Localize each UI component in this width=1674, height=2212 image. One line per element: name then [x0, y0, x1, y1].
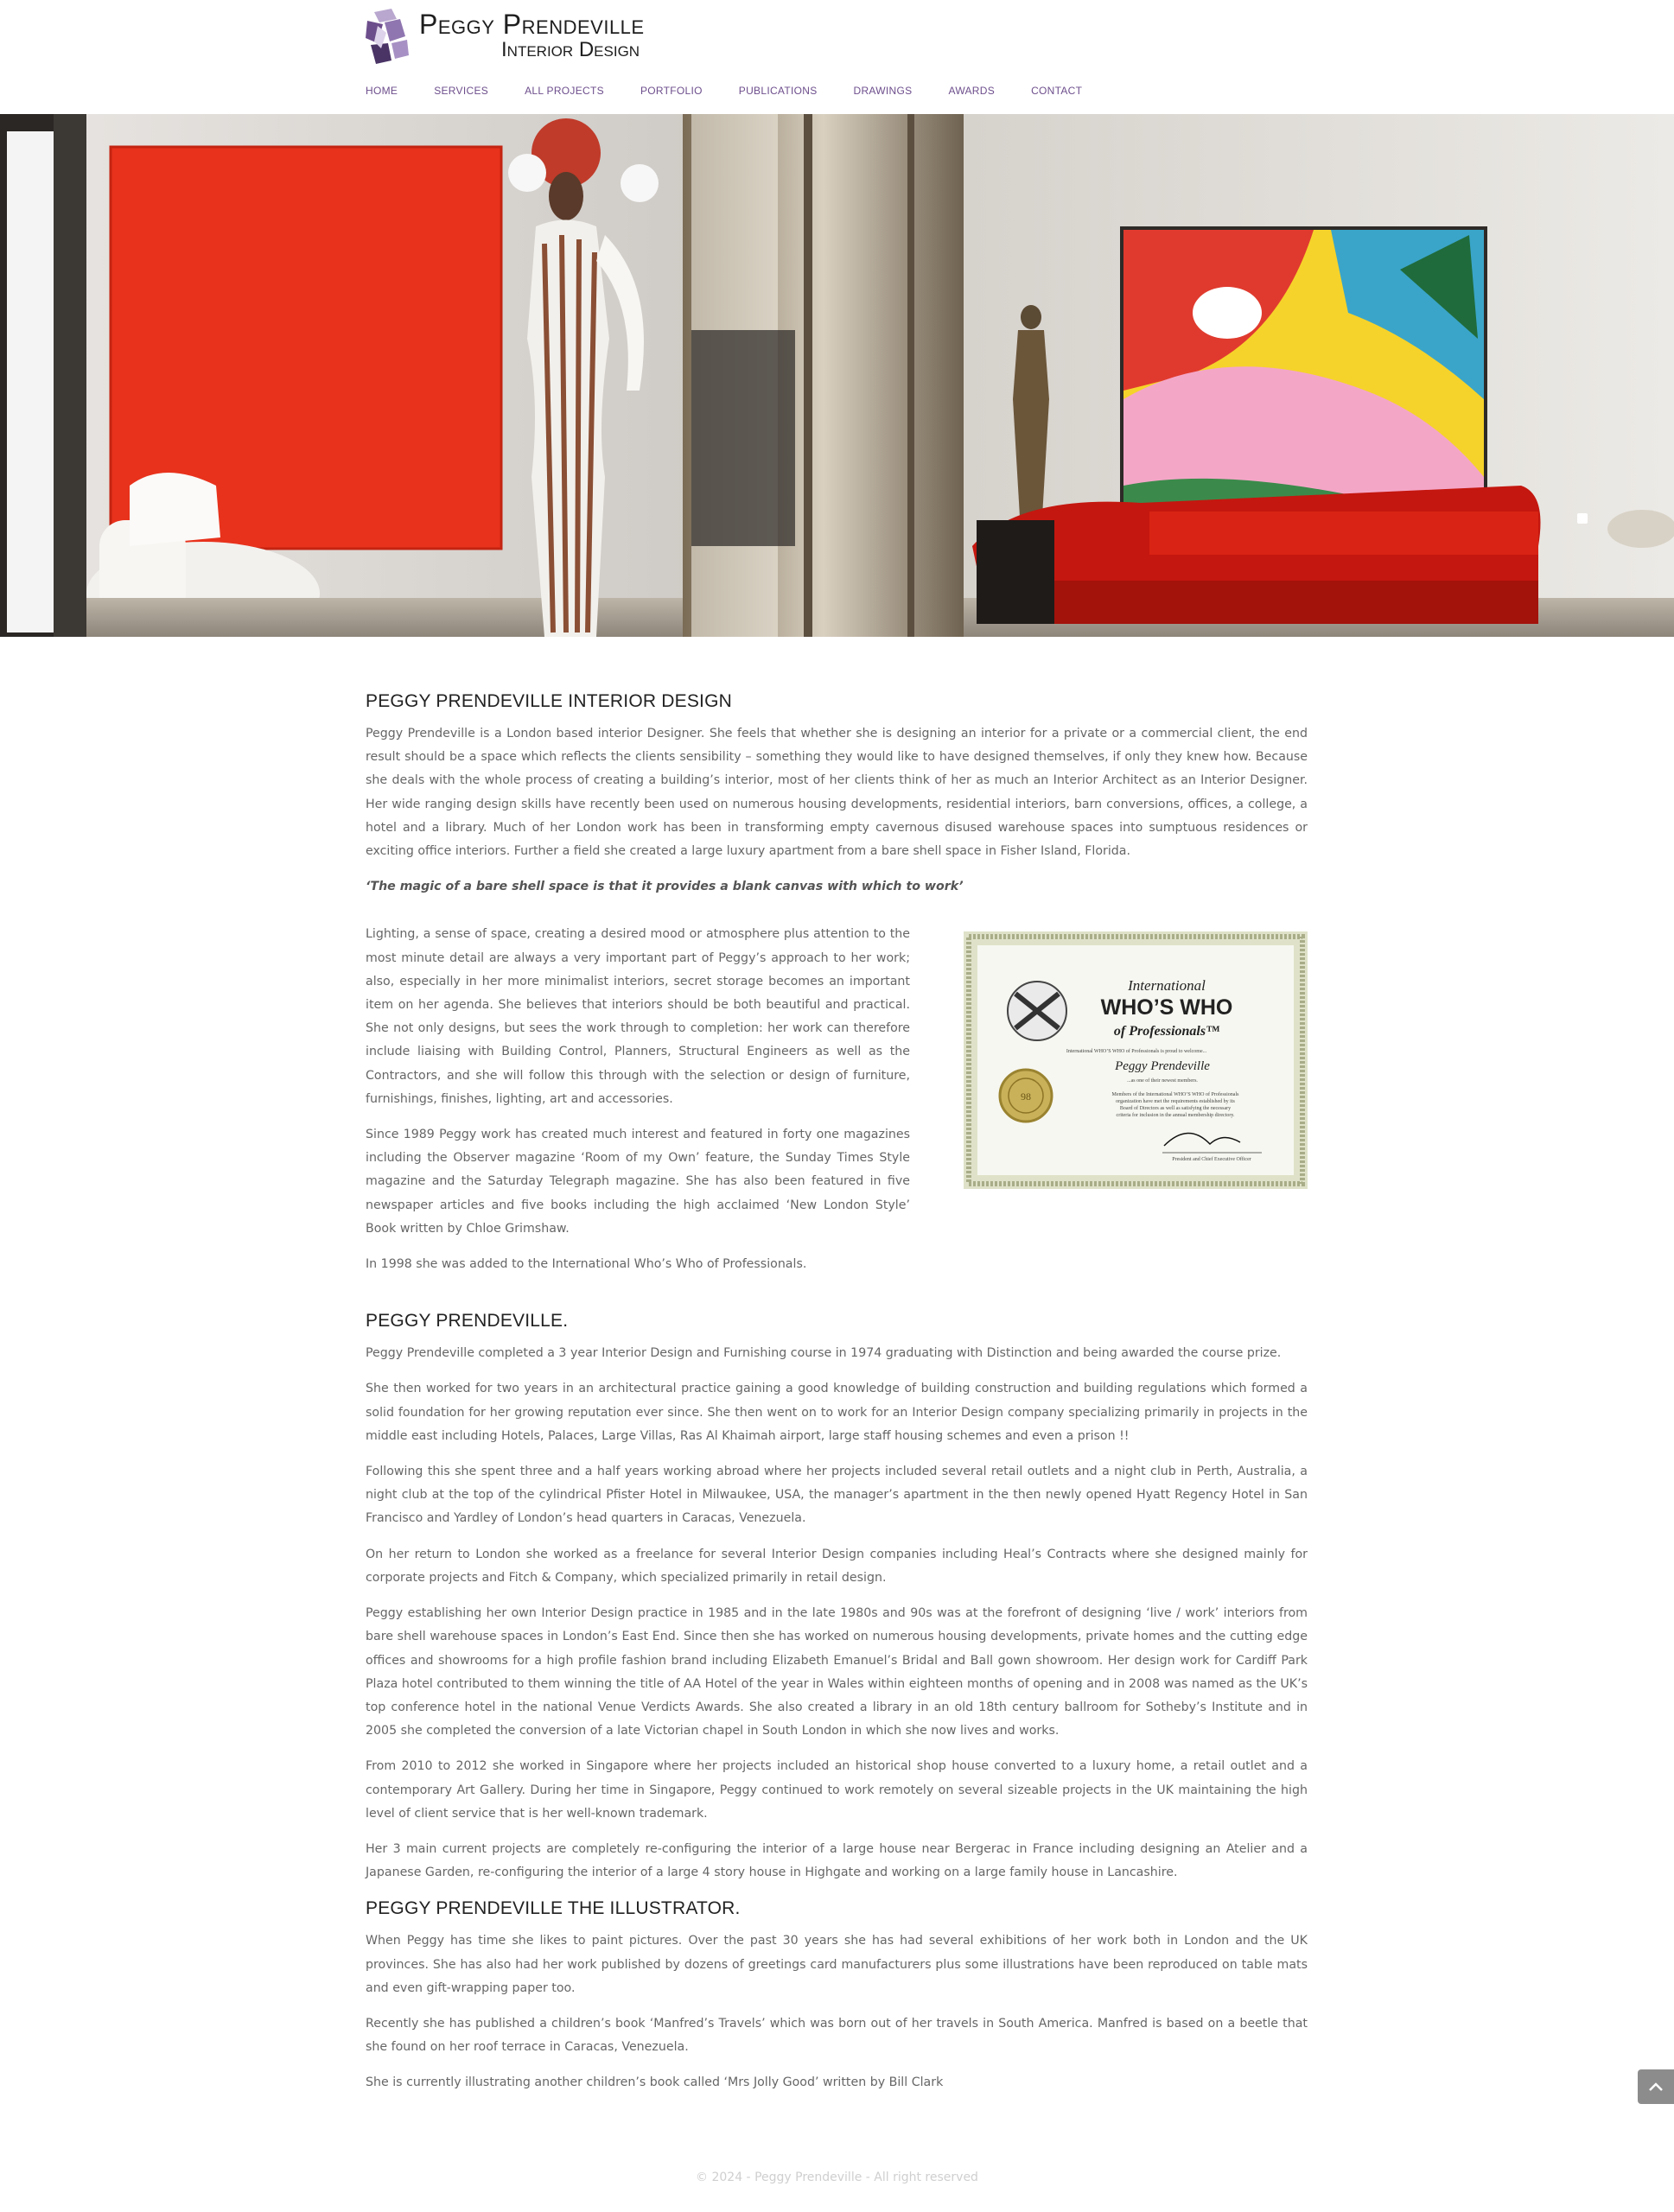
intro-paragraph-3: Since 1989 Peggy work has created much interest and featured in forty one magazines including the Observer magazine ‘Room of my Own’ feature, the Sunday Times Style magazine and the Saturday Telegraph magazine. She has also been featured in five newspaper articles and five books including the high acclaimed ‘New London Style’ Book written by Chloe Grimshaw.	[366, 1128, 910, 1236]
whos-who-certificate	[964, 931, 1308, 1189]
svg-text:WHO’S WHO: WHO’S WHO	[1100, 995, 1233, 1020]
nav-portfolio[interactable]: PORTFOLIO	[640, 85, 703, 97]
svg-text:International WHO’S WHO of Pro: International WHO’S WHO of Professionals is proud to welcome...	[1066, 1049, 1207, 1055]
intro-quote: ‘The magic of a bare shell space is that it provides a blank canvas with which to work’	[366, 880, 964, 894]
intro-paragraph-1: Peggy Prendeville is a London based interior Designer. She feels that whether she is designing an interior for a private or a commercial client, the end result should be a space which reflects the clients sensibility – something they would like to have designed themselves, if only they knew how. Because she deals with the whole process of creating a building’s interior, most of her clients think of her as much an Interior Architect as an Interior Designer. Her wide ranging design skills have recently been used on numerous housing developments, residential interiors, barn conversions, offices, a college, a hotel and a library. Much of her London work has been in transforming empty cavernous disused warehouse spaces into sumptuous residences or exciting office interiors. Further a field she created a large luxury apartment from a bare shell space in Fisher Island, Florida.	[366, 727, 1308, 859]
nav-contact[interactable]: CONTACT	[1031, 85, 1083, 97]
svg-text:organization have met the requ: organization have met the requirements established by its	[1116, 1099, 1235, 1105]
illustrator-paragraph-3: She is currently illustrating another children’s book called ‘Mrs Jolly Good’ written by Bill Clark	[366, 2075, 944, 2090]
bio-paragraph-5: Peggy establishing her own Interior Design practice in 1985 and in the late 1980s and 90s was at the forefront of designing ‘live / work’ interiors from bare shell warehouse spaces in London’s East End. Since then she has worked on numerous housing developments, private homes and the cutting edge offices and showrooms for a high profile fashion brand including Elizabeth Emanuel’s Bridal and Ball gown showroom. Her design work for Cardiff Park Plaza hotel contributed to them winning the title of AA Hotel of the year in Wales within eighteen months of opening and in 2008 was named as the UK’s top conference hotel in the national Venue Verdicts Awards. She also created a library in an old 18th century ballroom for Sotheby’s Institute and in 2005 she completed the conversion of a late Victorian chapel in South London in which she now lives and works.	[366, 1606, 1308, 1738]
svg-text:Board of Directors as well as: Board of Directors as well as satisfying the necessary	[1119, 1106, 1232, 1112]
illustrator-paragraph-2: Recently she has published a children’s book ‘Manfred’s Travels’ which was born out of her travels in South America. Manfred is based on a beetle that she found on her roof terrace in Caracas, Venezuela.	[366, 2016, 1308, 2055]
slider-dot	[1577, 513, 1588, 524]
svg-text:...as one of their newest memb: ...as one of their newest members.	[1127, 1078, 1198, 1084]
illustrator-title: PEGGY PRENDEVILLE THE ILLUSTRATOR.	[366, 1898, 741, 1919]
illustrator-paragraph-1: When Peggy has time she likes to paint pictures. Over the past 30 years she has had several exhibitions of her work both in London and the UK provinces. She has also had her work published by dozens of greetings card manufacturers plus some illustrations have been reproduced on table mats and even gift-wrapping paper too.	[366, 1934, 1308, 1995]
chevron-up-icon	[1648, 2082, 1664, 2092]
svg-text:International: International	[1128, 977, 1206, 995]
nav-home[interactable]: HOME	[366, 85, 398, 97]
back-to-top-button[interactable]	[1638, 2069, 1674, 2104]
nav-all-projects[interactable]: ALL PROJECTS	[525, 85, 604, 97]
svg-text:criteria for inclusion in the: criteria for inclusion in the annual membership directory.	[1116, 1113, 1235, 1119]
bio-paragraph-6: From 2010 to 2012 she worked in Singapore where her projects included an historical shop house converted to a luxury home, a retail outlet and a contemporary Art Gallery. During her time in Singapore, Peggy continued to work remotely on several sizeable projects in the UK maintaining the high level of client service that is her well-known trademark.	[366, 1759, 1308, 1821]
brand-subtitle: Interior Design	[501, 38, 640, 61]
logo-mark-icon	[366, 7, 411, 66]
bio-paragraph-2: She then worked for two years in an architectural practice gaining a good knowledge of building construction and building regulations which formed a solid foundation for her growing reputation ever since. She then went on to work for an Interior Design company specializing primarily in projects in the middle east including Hotels, Palaces, Large Villas, Ras Al Khaimah airport, large staff housing schemes and even a prison !!	[366, 1382, 1308, 1443]
main-nav	[366, 85, 1118, 97]
intro-title: PEGGY PRENDEVILLE INTERIOR DESIGN	[366, 691, 732, 711]
svg-text:President and Chief Executive: President and Chief Executive Officer	[1172, 1157, 1251, 1163]
bio-paragraph-1: Peggy Prendeville completed a 3 year Interior Design and Furnishing course in 1974 graduating with Distinction and being awarded the course prize.	[366, 1346, 1282, 1361]
svg-text:of Professionals™: of Professionals™	[1113, 1024, 1220, 1039]
intro-paragraph-4: In 1998 she was added to the International Who’s Who of Professionals.	[366, 1257, 807, 1272]
hero-interior-illustration	[0, 114, 1674, 637]
bio-paragraph-4: On her return to London she worked as a freelance for several Interior Design companies including Heal’s Contracts where she designed mainly for corporate projects and Fitch & Company, which specialized primarily in retail design.	[366, 1547, 1308, 1585]
site-header	[0, 0, 1674, 114]
svg-text:Members of the International W: Members of the International WHO’S WHO of Professionals	[1111, 1092, 1239, 1098]
nav-awards[interactable]: AWARDS	[948, 85, 996, 97]
bio-paragraph-7: Her 3 main current projects are completely re-configuring the interior of a large house near Bergerac in France including designing an Atelier and a Japanese Garden, re-configuring the interior of a large 4 story house in Highgate and working on a large family house in Lancashire.	[366, 1841, 1308, 1880]
nav-publications[interactable]: PUBLICATIONS	[738, 85, 818, 97]
bio-paragraph-3: Following this she spent three and a half years working abroad where her projects included several retail outlets and a night club in Perth, Australia, a night club at the top of the cylindrical Pfister Hotel in Milwaukee, USA, the manager’s apartment in the then newly opened Hyatt Regency Hotel in San Francisco and Yardley of London’s head quarters in Caracas, Venezuela.	[366, 1465, 1308, 1526]
nav-drawings[interactable]: DRAWINGS	[853, 85, 913, 97]
svg-text:Peggy Prendeville: Peggy Prendeville	[1115, 1059, 1210, 1074]
brand-name: Peggy Prendeville	[419, 9, 645, 40]
main-content	[366, 691, 1308, 2107]
footer-copyright: © 2024 - Peggy Prendeville - All right reserved	[696, 2171, 978, 2184]
svg-text:98: 98	[1021, 1090, 1031, 1103]
intro-paragraph-2: Lighting, a sense of space, creating a desired mood or atmosphere plus attention to the most minute detail are always a very important part of Peggy’s approach to her work; also, especially in her more minimalist interiors, secret storage becomes an important item on her agenda. She believes that interiors should be both beautiful and practical. She not only designs, but sees the work through to completion: her work can therefore include liaising with Building Control, Planners, Structural Engineers as well as the Contractors, and she will follow this through with the selection or design of furniture, furnishings, finishes, lighting, art and accessories.	[366, 927, 910, 1106]
hero-image	[0, 114, 1674, 637]
bio-title: PEGGY PRENDEVILLE.	[366, 1311, 569, 1332]
logo[interactable]	[366, 7, 645, 66]
nav-services[interactable]: SERVICES	[434, 85, 489, 97]
